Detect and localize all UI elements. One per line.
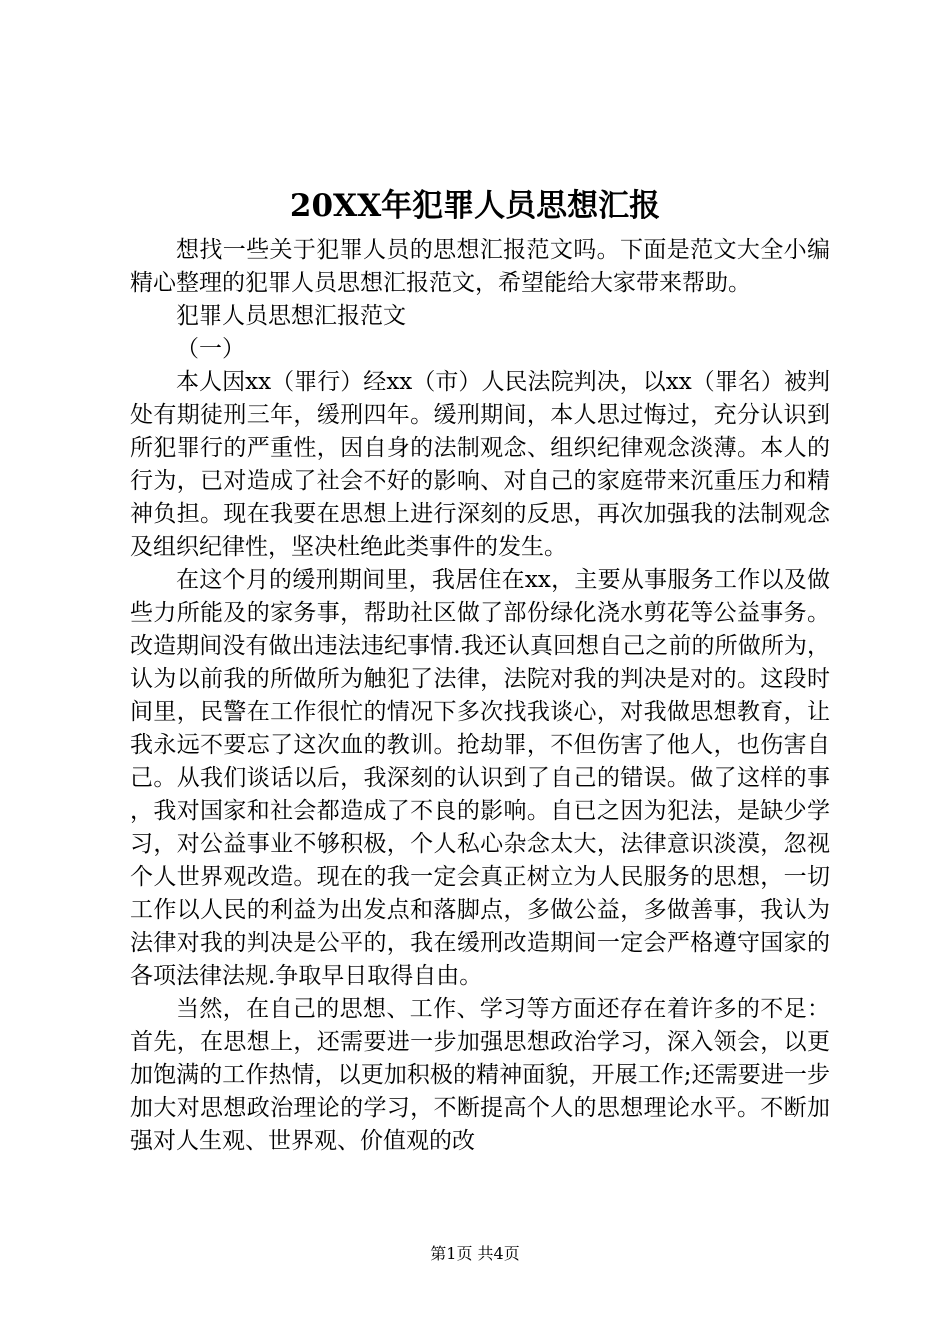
- body-paragraph: 本人因xx（罪行）经xx（市）人民法院判决，以xx（罪名）被判处有期徒刑三年，缓刑四年。缓刑期间，本人思过悔过，充分认识到所犯罪行的严重性，因自身的法制观念、组织纪律观念淡薄。本人的行为，已对造成了社会不好的影响、对自己的家庭带来沉重压力和精神负担。现在我要在思想上进行深刻的反思，再次加强我的法制观念及组织纪律性，坚决杜绝此类事件的发生。: [130, 369, 830, 560]
- body-paragraph: 在这个月的缓刑期间里，我居住在xx，主要从事服务工作以及做些力所能及的家务事，帮助社区做了部份绿化浇水剪花等公益事务。改造期间没有做出违法违纪事情.我还认真回想自己之前的所做所为，认为以前我的所做所为触犯了法律，法院对我的判决是对的。这段时间里，民警在工作很忙的情况下多次找我谈心，对我做思想教育，让我永远不要忘了这次血的教训。抢劫罪，不但伤害了他人，也伤害自己。从我们谈话以后，我深刻的认识到了自己的错误。做了这样的事，我对国家和社会都造成了不良的影响。自已之因为犯法，是缺少学习，对公益事业不够积极，个人私心杂念太大，法律意识淡漠，忽视个人世界观改造。现在的我一定会真正树立为人民服务的思想，一切工作以人民的利益为出发点和落脚点，多做公益，多做善事，我认为法律对我的判决是公平的，我在缓刑改造期间一定会严格遵守国家的各项法律法规.争取早日取得自由。: [130, 567, 830, 989]
- section-heading: 犯罪人员思想汇报范文: [176, 303, 406, 329]
- page-footer: 第1页 共4页: [430, 1244, 520, 1263]
- document-body: [130, 234, 830, 1158]
- subsection-number: （一）: [176, 336, 245, 362]
- intro-paragraph: 想找一些关于犯罪人员的思想汇报范文吗。下面是范文大全小编精心整理的犯罪人员思想汇报范文，希望能给大家带来帮助。: [130, 237, 830, 296]
- body-paragraph: 当然，在自己的思想、工作、学习等方面还存在着许多的不足：首先，在思想上，还需要进一步加强思想政治学习，深入领会，以更加饱满的工作热情，以更加积极的精神面貌，开展工作;还需要进一步加大对思想政治理论的学习，不断提高个人的思想理论水平。不断加强对人生观、世界观、价值观的改: [130, 996, 830, 1154]
- document-title: 20XX年犯罪人员思想汇报: [289, 188, 661, 224]
